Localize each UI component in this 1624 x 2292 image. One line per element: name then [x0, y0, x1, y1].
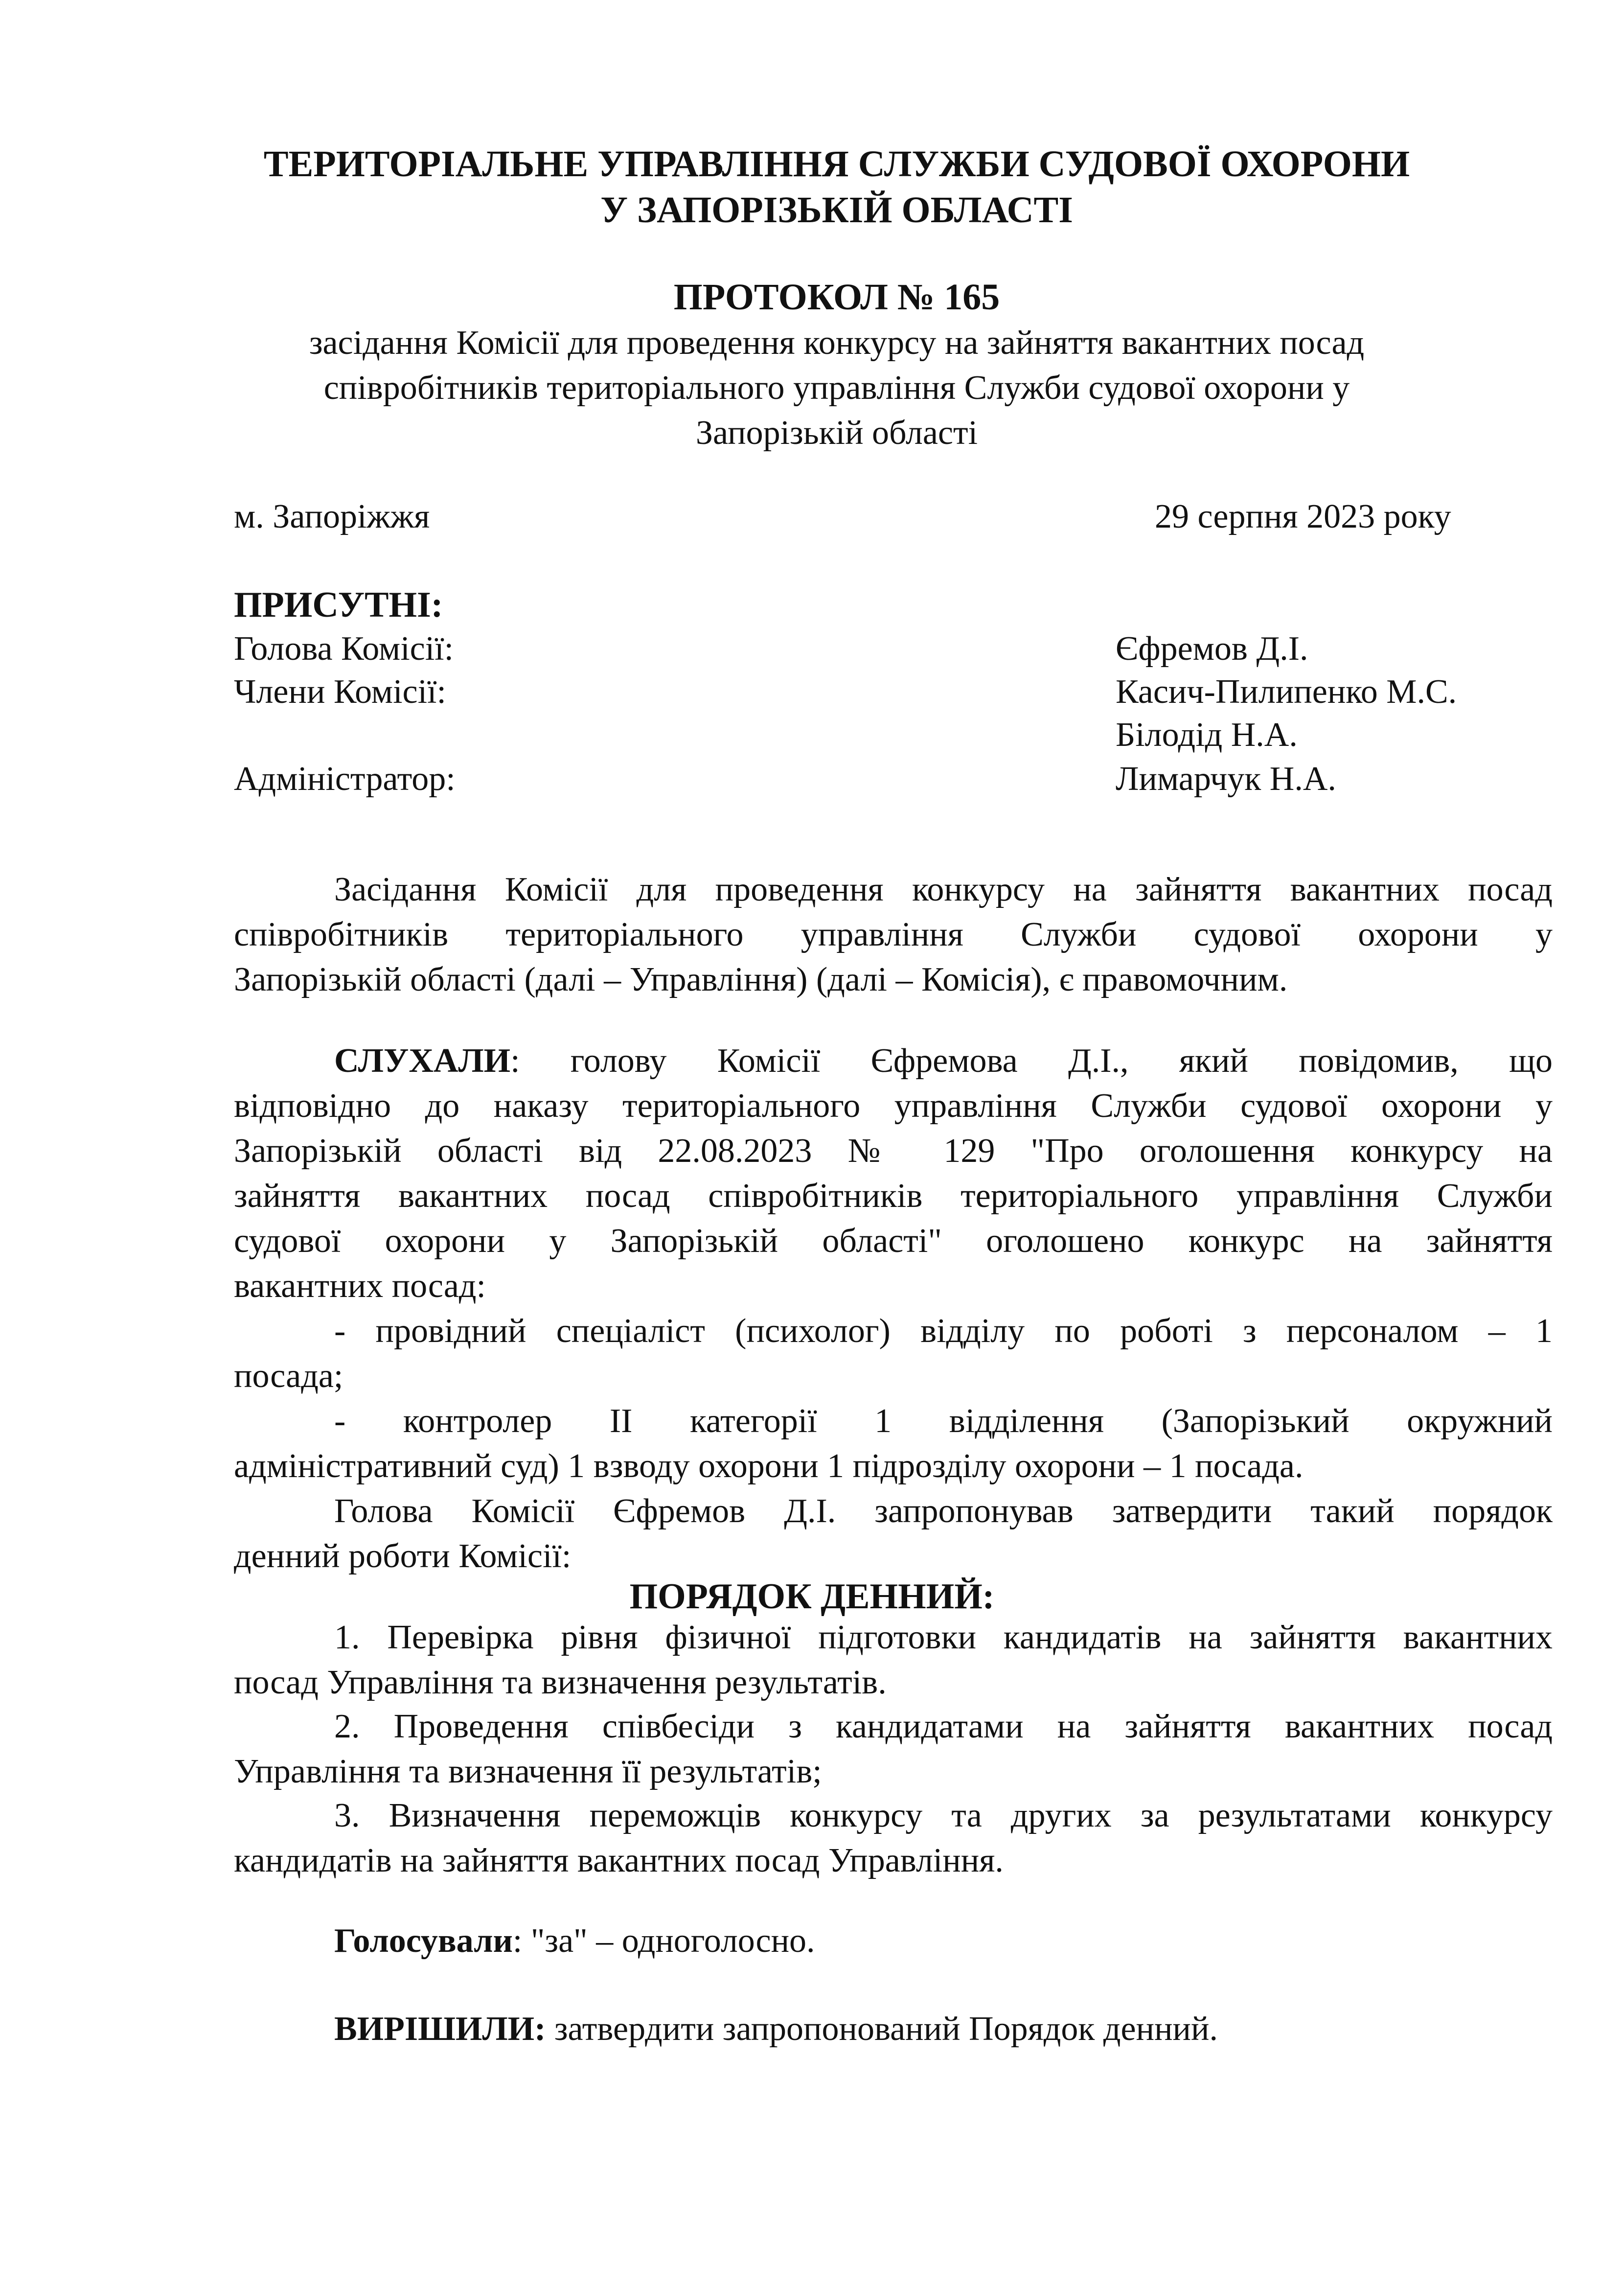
chair-name: Єфремов Д.І.: [1116, 630, 1308, 668]
members-label: Члени Комісії:: [234, 673, 446, 711]
heard-line-1-text: : голову Комісії Єфремова Д.І., який повідомив, що: [510, 1042, 1553, 1080]
decided-text: затвердити запропонований Порядок денний.: [546, 2010, 1218, 2048]
agenda-item-3-line-2: кандидатів на зайняття вакантних посад Управління.: [234, 1842, 1004, 1879]
administrator-label: Адміністратор:: [234, 760, 456, 798]
heard-line-2: відповідно до наказу територіального управління Служби судової охорони у: [234, 1087, 1553, 1125]
city: м. Запоріжжя: [234, 498, 430, 535]
proposal-line-2: денний роботи Комісії:: [234, 1537, 572, 1575]
heard-line-4: зайняття вакантних посад співробітників територіального управління Служби: [234, 1177, 1553, 1215]
position-1: [234, 1309, 1553, 1399]
org-line-2: У ЗАПОРІЗЬКІЙ ОБЛАСТІ: [600, 189, 1073, 231]
subtitle-line-1: засідання Комісії для проведення конкурсу на зайняття вакантних посад: [309, 324, 1365, 362]
proposal-line-1: Голова Комісії Єфремов Д.І. запропонував затвердити такий порядок: [334, 1492, 1553, 1530]
administrator-name: Лимарчук Н.А.: [1116, 760, 1336, 798]
decided-label: ВИРІШИЛИ:: [334, 2010, 546, 2048]
agenda-item-2-line-1: 2. Проведення співбесіди з кандидатами на зайняття вакантних посад: [334, 1708, 1553, 1745]
agenda-item-2-line-2: Управління та визначення її результатів;: [234, 1753, 822, 1790]
agenda-heading: ПОРЯДОК ДЕННИЙ:: [629, 1576, 995, 1617]
heard-line-6: вакантних посад:: [234, 1267, 486, 1305]
agenda-item-1-line-2: посад Управління та визначення результатів.: [234, 1664, 887, 1701]
chair-label: Голова Комісії:: [234, 630, 454, 668]
heard-line-3: Запорізькій області від 22.08.2023 № 129 "Про оголошення конкурсу на: [234, 1132, 1553, 1170]
heard-label: СЛУХАЛИ: [334, 1042, 511, 1080]
organization-heading: [161, 141, 1512, 233]
member-2-name: Білодід Н.А.: [1116, 716, 1298, 754]
subtitle-line-2: співробітників територіального управління Служби судової охорони у: [323, 369, 1350, 407]
position-2-line-2: адміністративний суд) 1 взводу охорони 1 підрозділу охорони – 1 посада.: [234, 1447, 1304, 1485]
org-line-1: ТЕРИТОРІАЛЬНЕ УПРАВЛІННЯ СЛУЖБИ СУДОВОЇ ОХОРОНИ: [263, 143, 1410, 185]
position-2-line-1: - контролер ІІ категорії 1 відділення (Запорізький окружний: [334, 1402, 1553, 1440]
voted-text: : "за" – одноголосно.: [512, 1922, 815, 1960]
heard-paragraph: [234, 1039, 1553, 1309]
decision: [334, 2007, 1218, 2052]
intro-line-2: співробітників територіального управління Служби судової охорони у: [234, 916, 1553, 953]
intro-paragraph: [234, 867, 1553, 1002]
agenda-item-2: [234, 1704, 1553, 1794]
proposal-paragraph: [234, 1489, 1553, 1579]
position-2: [234, 1399, 1553, 1489]
heard-line-5: судової охорони у Запорізькій області" оголошено конкурс на зайняття: [234, 1222, 1553, 1260]
agenda-item-3-line-1: 3. Визначення переможців конкурсу та других за результатами конкурсу: [334, 1797, 1553, 1834]
date: 29 серпня 2023 року: [1155, 498, 1451, 535]
present-heading: ПРИСУТНІ:: [234, 585, 443, 625]
voting-result: [334, 1919, 815, 1964]
heard-line-1: [234, 1039, 1553, 1084]
position-1-line-1: - провідний спеціаліст (психолог) відділу по роботі з персоналом – 1: [334, 1312, 1553, 1350]
agenda-item-1: [234, 1615, 1553, 1705]
intro-line-1: Засідання Комісії для проведення конкурсу на зайняття вакантних посад: [334, 871, 1553, 908]
agenda-item-1-line-1: 1. Перевірка рівня фізичної підготовки кандидатів на зайняття вакантних: [334, 1619, 1553, 1656]
position-1-line-2: посада;: [234, 1357, 343, 1395]
voted-label: Голосували: [334, 1922, 513, 1960]
member-1-name: Касич-Пилипенко М.С.: [1116, 673, 1457, 711]
subtitle-line-3: Запорізькій області: [695, 414, 978, 452]
intro-line-3: Запорізькій області (далі – Управління) (далі – Комісія), є правомочним.: [234, 961, 1288, 998]
agenda-item-3: [234, 1793, 1553, 1883]
protocol-subtitle: [161, 321, 1512, 456]
protocol-title: ПРОТОКОЛ № 165: [673, 277, 1000, 318]
